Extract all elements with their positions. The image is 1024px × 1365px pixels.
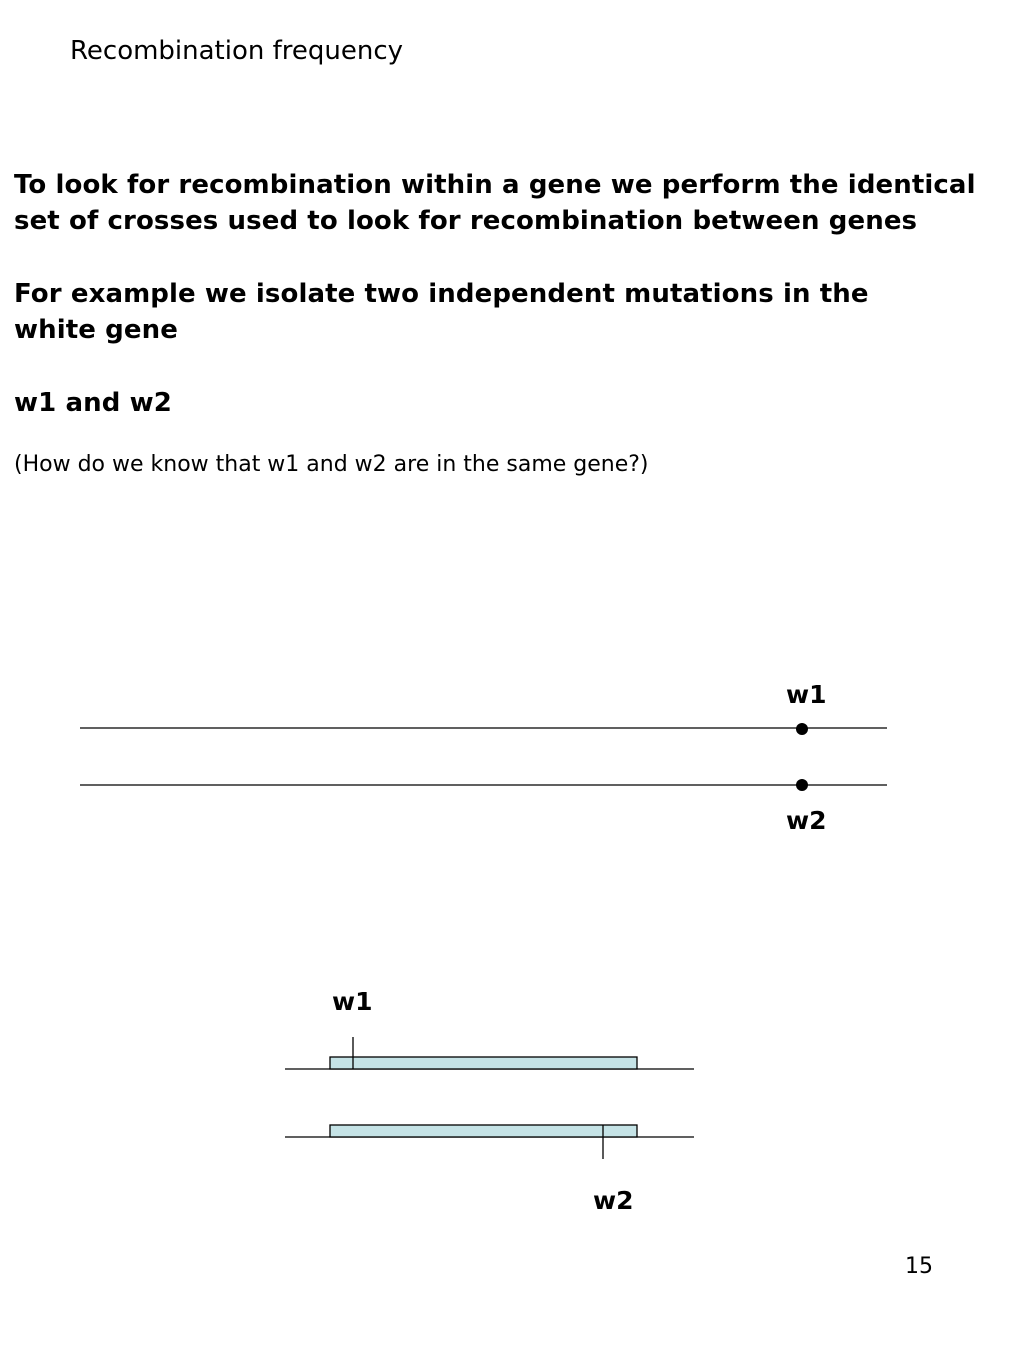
top-label-w2: w2 xyxy=(786,806,827,835)
top-mutation-w1-dot xyxy=(796,723,808,735)
bottom-label-w1: w1 xyxy=(332,987,373,1016)
bottom-label-w2: w2 xyxy=(593,1186,634,1215)
paragraph-example-line-2: white gene xyxy=(14,315,178,345)
slide-title: Recombination frequency xyxy=(70,36,404,66)
bottom-gene-box-2 xyxy=(330,1125,637,1137)
paragraph-mutations: w1 and w2 xyxy=(14,388,172,418)
top-label-w1: w1 xyxy=(786,680,827,709)
paragraph-crosses-line-2: set of crosses used to look for recombination between genes xyxy=(14,206,918,236)
question-note: (How do we know that w1 and w2 are in the same gene?) xyxy=(14,452,649,477)
paragraph-crosses-line-1: To look for recombination within a gene we perform the identical xyxy=(14,170,976,200)
bottom-gene-box-1 xyxy=(330,1057,637,1069)
top-mutation-w2-dot xyxy=(796,779,808,791)
page-number: 15 xyxy=(905,1254,933,1279)
paragraph-example-line-1: For example we isolate two independent mutations in the xyxy=(14,279,869,309)
